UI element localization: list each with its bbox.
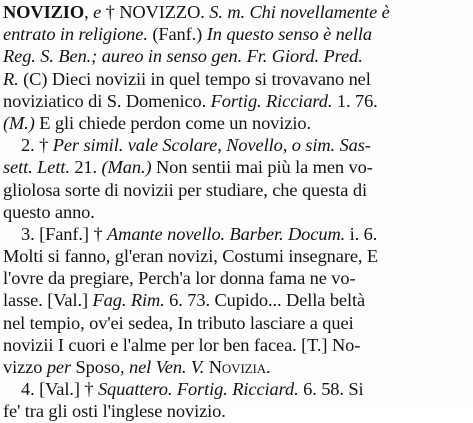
entry-line [3, 45, 471, 67]
entry-text-segment: (C) Dieci novizii in quel tempo si trovavano nel [23, 68, 371, 89]
entry-line [3, 312, 471, 334]
entry-text-segment: l'ovre da pregiare, Perch'a lor donna fama ne vo- [3, 268, 356, 289]
entry-text-segment: gliolosa sorte di novizii per studiare, che questa di [3, 179, 367, 200]
entry-line [3, 289, 471, 311]
entry-line [3, 179, 471, 201]
entry-text-segment: Non sentii mai più la men vo- [151, 157, 373, 178]
entry-text-segment: Fag. Rim. [92, 290, 165, 311]
entry-text-segment: Fortig. Ricciard. [210, 90, 333, 111]
entry-line [3, 201, 471, 223]
entry-line [21, 378, 471, 400]
entry-text-segment: 6. 58. Si [298, 379, 364, 400]
entry-text-segment: 4. [Val.] † [21, 379, 98, 400]
entry-text-segment: sett. Lett. [3, 157, 70, 178]
entry-text-segment: In questo senso è nella [206, 24, 372, 45]
entry-text-segment: 6. 73. Cupido... Della beltà [164, 290, 366, 311]
entry-line [3, 1, 471, 23]
entry-line [3, 334, 471, 356]
entry-text-segment: e [93, 2, 102, 22]
entry-line [3, 356, 471, 378]
entry-text-segment: per [46, 357, 72, 377]
entry-text-segment: (Fanf.) [152, 24, 207, 45]
entry-text-segment: 2. † [21, 135, 53, 156]
entry-line [3, 267, 471, 289]
entry-line [3, 23, 471, 45]
entry-line [3, 90, 471, 112]
entry-text-segment: noviziatico di S. Domenico. [3, 90, 211, 111]
entry-text-segment: vizzo [3, 357, 47, 377]
entry-text-segment: Amante novello. Barber. Docum. [107, 223, 346, 244]
entry-line [21, 223, 471, 245]
entry-line [3, 68, 471, 90]
entry-text-segment: 3. [Fanf.] † [21, 223, 108, 244]
entry-text-segment: Sposo, [71, 357, 130, 377]
entry-text-segment: , [84, 2, 94, 22]
entry-text-segment: (Man.) [101, 157, 152, 178]
entry-text-segment: novizii I cuori e l'alme per lor ben facea. [T.] No- [3, 334, 361, 355]
entry-text-segment: Molti si fanno, gl'eran novizi, Costumi insegnare, E [3, 246, 379, 267]
entry-line [3, 245, 471, 267]
entry-text-segment: NOVIZIO [3, 2, 85, 22]
entry-text-segment: i. 6. [345, 223, 378, 244]
entry-text-segment: S. m. Chi novellamente è [209, 2, 390, 22]
entry-text-segment: nel tempio, ov'ei sedea, In tributo lasciare a quei [3, 312, 354, 333]
entry-text-segment: 21. [69, 157, 102, 178]
entry-text-segment: (M.) [3, 112, 35, 133]
entry-line [3, 156, 471, 178]
entry-text-segment: E gli chiede perdon come un novizio. [34, 112, 311, 133]
entry-line [3, 112, 471, 134]
entry-line [21, 134, 471, 156]
entry-text-segment: fe' tra gli osti l'inglese novizio. [3, 401, 226, 422]
entry-text-segment: Squattero. Fortig. Ricciard. [97, 379, 299, 400]
entry-text-segment: nel Ven. V. [129, 357, 205, 377]
entry-text-segment: Novizia. [204, 357, 271, 377]
entry-text-segment: 1. 76. [332, 90, 378, 111]
entry-text-segment: † NOVIZZO. [101, 2, 210, 22]
dictionary-entry-novizio [3, 1, 471, 423]
entry-text-segment: R. [3, 68, 24, 89]
entry-line [3, 400, 471, 422]
entry-text-segment: Reg. S. Ben.; aureo in senso gen. Fr. Giord. Pred. [3, 46, 363, 67]
entry-text-segment: entrato in religione. [3, 24, 153, 45]
entry-text-segment: lasse. [Val.] [3, 290, 93, 311]
entry-text-segment: Per simil. vale Scolare, Novello, o sim. Sas- [52, 135, 371, 156]
entry-text-segment: questo anno. [3, 201, 95, 222]
